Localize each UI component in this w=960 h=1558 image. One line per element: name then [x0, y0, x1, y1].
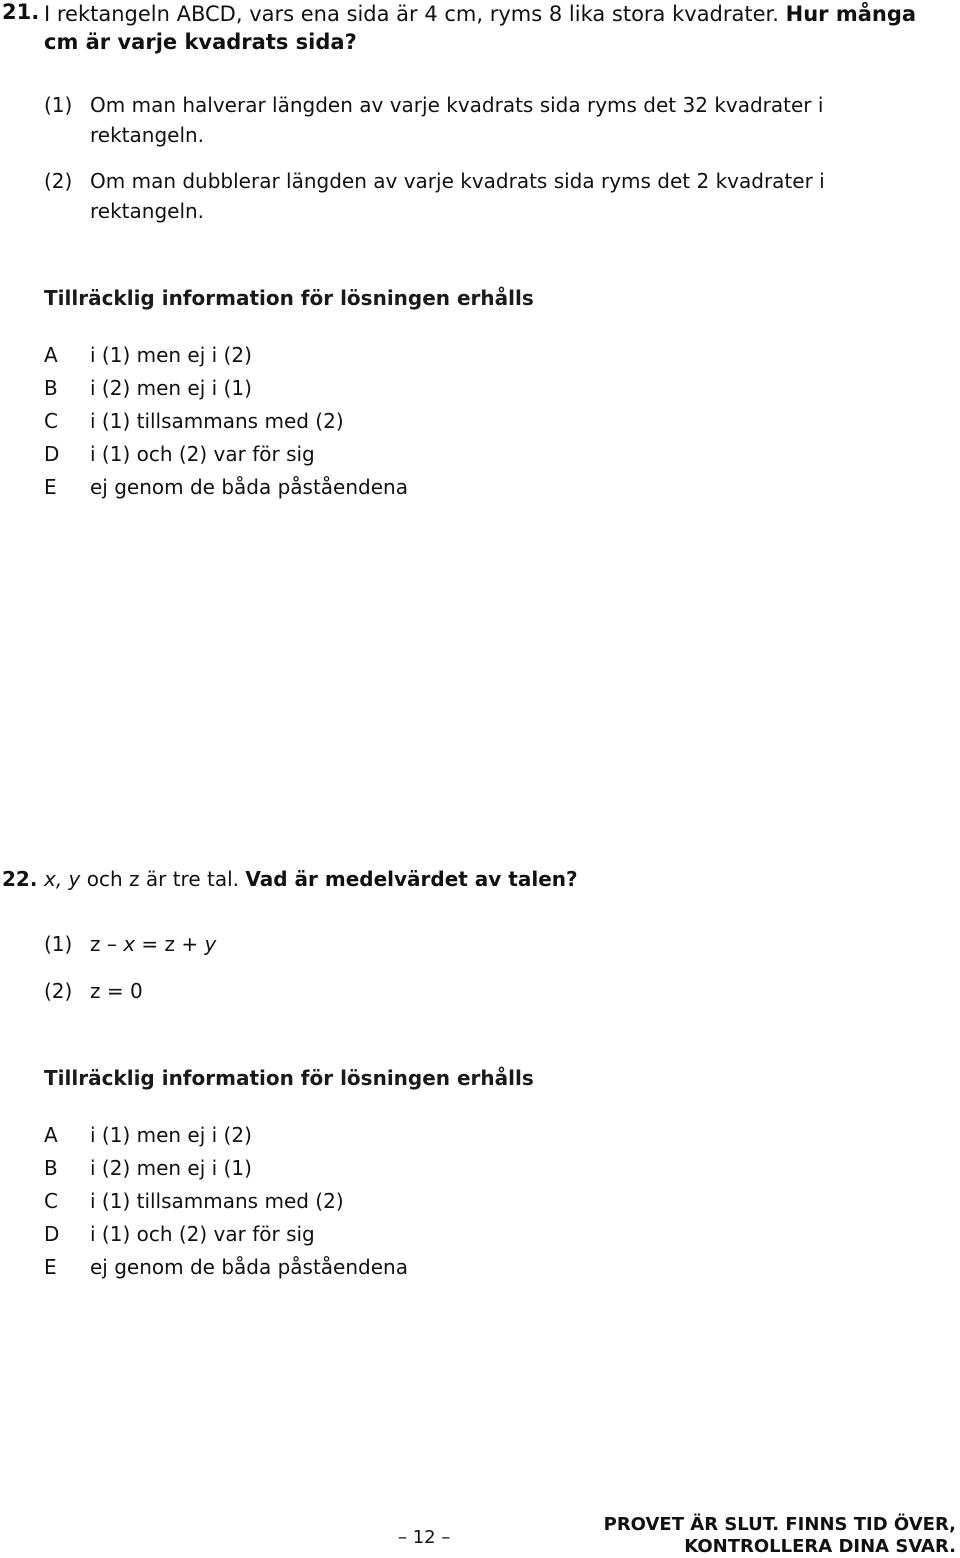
q21-option-d[interactable] [44, 442, 315, 466]
q22-option-e-text: ej genom de båda påståendena [90, 1255, 408, 1279]
q21-statement-1-line-1: Om man halverar längden av varje kvadrats sida ryms det 32 kvadrater i [90, 93, 824, 117]
q22-statement-1-y: y [204, 932, 217, 956]
q22-option-b[interactable] [44, 1156, 252, 1180]
q21-option-c[interactable] [44, 409, 344, 433]
q22-option-d-letter: D [44, 1222, 60, 1246]
q21-option-b[interactable] [44, 376, 252, 400]
q22-statement-2: z = 0 [90, 979, 143, 1003]
q21-option-b-letter: B [44, 376, 58, 400]
q22-option-c[interactable] [44, 1189, 344, 1213]
q22-statement-1-part-b: = z + [135, 932, 205, 956]
question-22-number: 22. [2, 867, 38, 891]
q22-option-e[interactable] [44, 1255, 408, 1279]
q21-option-e[interactable] [44, 475, 408, 499]
q22-option-e-letter: E [44, 1255, 57, 1279]
question-22-text [44, 867, 578, 891]
q21-option-c-text: i (1) tillsammans med (2) [90, 409, 344, 433]
q22-statement-1-x: x [123, 932, 136, 956]
end-of-test-note-line-1: PROVET ÄR SLUT. FINNS TID ÖVER, [603, 1514, 956, 1535]
q21-option-b-text: i (2) men ej i (1) [90, 376, 252, 400]
q22-option-a-letter: A [44, 1123, 58, 1147]
end-of-test-note [604, 1514, 956, 1558]
q21-option-e-text: ej genom de båda påståendena [90, 475, 408, 499]
q21-option-d-letter: D [44, 442, 60, 466]
q22-statement-2-number: (2) [44, 979, 73, 1003]
q22-option-a-text: i (1) men ej i (2) [90, 1123, 252, 1147]
page-number: – 12 – [398, 1527, 451, 1548]
q21-statement-1-number: (1) [44, 93, 73, 117]
question-21-text-bold-1: Hur många [785, 2, 917, 26]
end-of-test-note-line-2: KONTROLLERA DINA SVAR. [684, 1536, 956, 1557]
question-21-number: 21. [2, 0, 40, 24]
q21-options-heading: Tillräcklig information för lösningen erhålls [44, 286, 534, 310]
q21-option-a-letter: A [44, 343, 58, 367]
q22-option-c-letter: C [44, 1189, 58, 1213]
question-22-vars: x, y [44, 867, 81, 891]
q21-statement-2-number: (2) [44, 169, 73, 193]
q22-option-b-letter: B [44, 1156, 58, 1180]
q21-option-e-letter: E [44, 475, 57, 499]
q22-option-a[interactable] [44, 1123, 252, 1147]
q22-option-d-text: i (1) och (2) var för sig [90, 1222, 315, 1246]
q21-statement-2-line-2: rektangeln. [90, 199, 205, 223]
question-21-text [44, 0, 916, 28]
question-22-text-plain: och z är tre tal. [80, 867, 240, 891]
q22-statement-1 [90, 929, 216, 959]
q22-options-heading: Tillräcklig information för lösningen erhålls [44, 1066, 534, 1090]
q21-statement-2-line-1: Om man dubblerar längden av varje kvadrats sida ryms det 2 kvadrater i [90, 169, 825, 193]
question-21-text-plain: I rektangeln ABCD, vars ena sida är 4 cm, ryms 8 lika stora kvadrater. [44, 2, 779, 26]
q21-option-a-text: i (1) men ej i (2) [90, 343, 252, 367]
q22-option-b-text: i (2) men ej i (1) [90, 1156, 252, 1180]
q22-statement-1-number: (1) [44, 932, 73, 956]
q21-option-a[interactable] [44, 343, 252, 367]
q22-option-d[interactable] [44, 1222, 315, 1246]
question-21-text-bold-2: cm är varje kvadrats sida? [44, 30, 357, 54]
question-22-text-bold: Vad är medelvärdet av talen? [245, 867, 578, 891]
q22-option-c-text: i (1) tillsammans med (2) [90, 1189, 344, 1213]
q21-statement-1-line-2: rektangeln. [90, 123, 205, 147]
q21-option-c-letter: C [44, 409, 58, 433]
q22-statement-1-part-a: z – [90, 932, 124, 956]
q21-option-d-text: i (1) och (2) var för sig [90, 442, 315, 466]
